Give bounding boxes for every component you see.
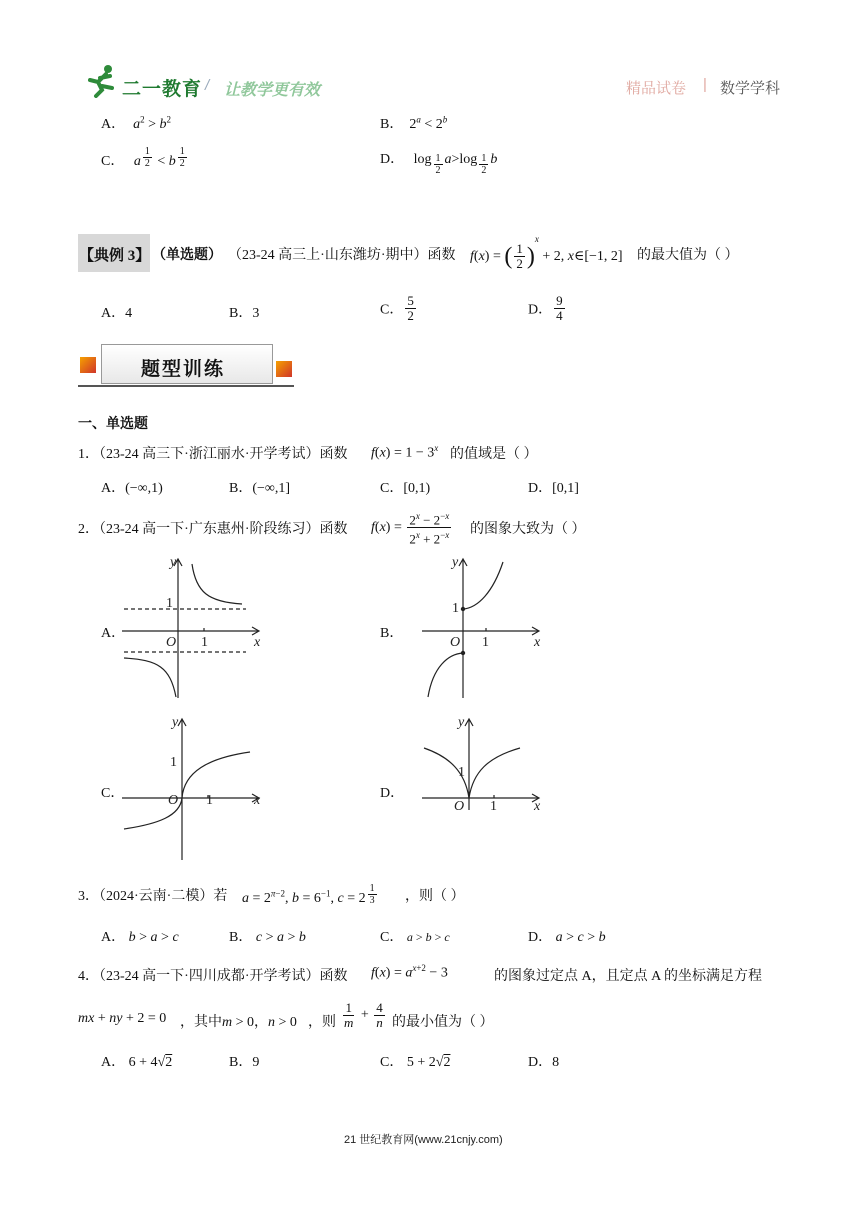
q1-formula: $f(x) = 1 - 3^x$	[371, 443, 439, 461]
prev-option-d: D． log $_{\frac{1}{2}}$ a>log $_{\frac{1}{2}}$ b	[380, 152, 498, 177]
example-tail: 的最大值为（ ）	[637, 248, 739, 263]
svg-text:x: x	[254, 635, 261, 650]
q2-prefix: 2．（23-24 高一下·广东惠州·阶段练习）函数	[78, 522, 348, 537]
q1-option-d: D．[0,1]	[528, 481, 579, 496]
example-option-b: B．3	[229, 306, 260, 321]
q4-option-c: C． 5 + 2√2	[380, 1055, 451, 1070]
q3-formula: $a = 2^{\pi-2}$, $b = 6^{-1}$, c = 2 $^{\frac{1}{3}}$	[242, 883, 375, 907]
svg-text:y: y	[170, 555, 177, 570]
part-heading: 一、单选题	[78, 417, 148, 432]
graph-b	[418, 552, 548, 700]
example-formula: f(x) = ( $\frac{1}{2}$ )$^x$ + 2, x∈[−1, 2]	[470, 234, 623, 272]
svg-text:1: 1	[201, 635, 208, 650]
q4-option-d: D．8	[528, 1055, 560, 1070]
svg-text:O: O	[166, 635, 177, 650]
svg-text:x: x	[254, 793, 261, 808]
q1-prefix: 1．（23-24 高三下·浙江丽水·开学考试）函数	[78, 447, 348, 462]
svg-text:x: x	[534, 635, 541, 650]
svg-text:O: O	[450, 635, 461, 650]
section-title: 题型训练	[141, 358, 226, 380]
example-kind: （单选题）	[152, 248, 222, 263]
svg-text:1: 1	[452, 601, 459, 616]
q1-tail: 的值域是（ ）	[450, 447, 538, 462]
q4-then: ，则	[308, 1015, 336, 1030]
q1-option-b: B．(−∞,1]	[229, 481, 291, 496]
svg-text:y: y	[458, 715, 465, 730]
q2-graph-label-c: C．	[101, 786, 125, 801]
graph-d	[418, 712, 548, 812]
q1-option-c: C．[0,1)	[380, 481, 431, 496]
svg-text:O: O	[454, 799, 465, 812]
header-tag-subject: 数学学科	[720, 80, 781, 97]
prev-option-a: A． $a^2 > b^2$	[101, 114, 172, 132]
q4-equation: mx + ny + 2 = 0	[78, 1011, 167, 1026]
runner-logo-icon	[78, 64, 124, 98]
svg-text:1: 1	[482, 635, 489, 650]
q2-tail: 的图象大致为（ ）	[470, 522, 586, 537]
q4-option-b: B．9	[229, 1055, 260, 1070]
svg-text:1: 1	[490, 799, 497, 812]
svg-text:y: y	[172, 715, 179, 730]
example-source: （23-24 高三上·山东潍坊·期中）函数	[228, 248, 456, 263]
q4-option-a: A． 6 + 4√2	[101, 1055, 173, 1070]
header-slash: /	[205, 77, 210, 94]
svg-text:x: x	[534, 799, 541, 812]
header-tag-quality: 精品试卷	[626, 80, 687, 97]
q3-option-b: B． c > a > b	[229, 930, 306, 945]
q4-expression: $\frac{1}{m}$ + $\frac{4}{n}$	[344, 1000, 383, 1030]
q3-prefix: 3．（2024·云南·二模）若	[78, 889, 228, 904]
logo-text: 二一教育	[122, 79, 203, 100]
prev-option-c: C． a $^{\frac{1}{2}}$ < b $^{\frac{1}{2}}$	[101, 146, 185, 170]
q4-line2-mid: ，其中	[180, 1015, 222, 1030]
q4-formula: $f(x) = a^{x+2} - 3$	[371, 963, 448, 981]
svg-text:1: 1	[458, 765, 465, 780]
example-option-a: A．4	[101, 306, 133, 321]
svg-text:1: 1	[166, 596, 173, 611]
q3-option-d: D． a > c > b	[528, 930, 606, 945]
header-separator: |	[703, 76, 707, 93]
q2-graph-label-b: B．	[380, 626, 404, 641]
example-option-d: D． $\frac{9}{4}$	[528, 293, 563, 323]
q3-option-a: A． b > a > c	[101, 930, 179, 945]
q2-graph-label-a: A．	[101, 626, 126, 641]
example-tag-text: 【典例 3】	[79, 248, 151, 264]
prev-option-b: B． $2^a < 2^b$	[380, 114, 448, 132]
q2-formula: f(x) = $\frac{2^x - 2^{-x}}{2^x + 2^{-x}}$	[371, 511, 450, 547]
banner-right-square	[276, 361, 292, 377]
svg-text:1: 1	[170, 755, 177, 770]
example-option-c: C． $\frac{5}{2}$	[380, 293, 414, 323]
q3-tail: ，则（ ）	[405, 889, 465, 904]
banner-left-square	[80, 357, 96, 373]
header-slogan: 让教学更有效	[224, 82, 321, 99]
q3-option-c: C． a > b > c	[380, 930, 450, 945]
q4-line2-end: 的最小值为（ ）	[392, 1015, 494, 1030]
q4-conditions: m > 0，n > 0	[222, 1015, 297, 1030]
q4-mid: 的图象过定点 A，且定点 A 的坐标满足方程	[494, 969, 762, 984]
q4-prefix: 4．（23-24 高一下·四川成都·开学考试）函数	[78, 969, 348, 984]
svg-text:O: O	[168, 793, 179, 808]
q1-option-a: A．(−∞,1)	[101, 481, 163, 496]
svg-text:1: 1	[206, 793, 213, 808]
banner-underline	[78, 385, 294, 387]
q2-graph-label-d: D．	[380, 786, 405, 801]
footer-text: 21 世纪教育网(www.21cnjy.com)	[344, 1134, 503, 1146]
graph-a	[118, 552, 268, 700]
svg-text:y: y	[452, 555, 459, 570]
graph-c	[118, 712, 268, 862]
